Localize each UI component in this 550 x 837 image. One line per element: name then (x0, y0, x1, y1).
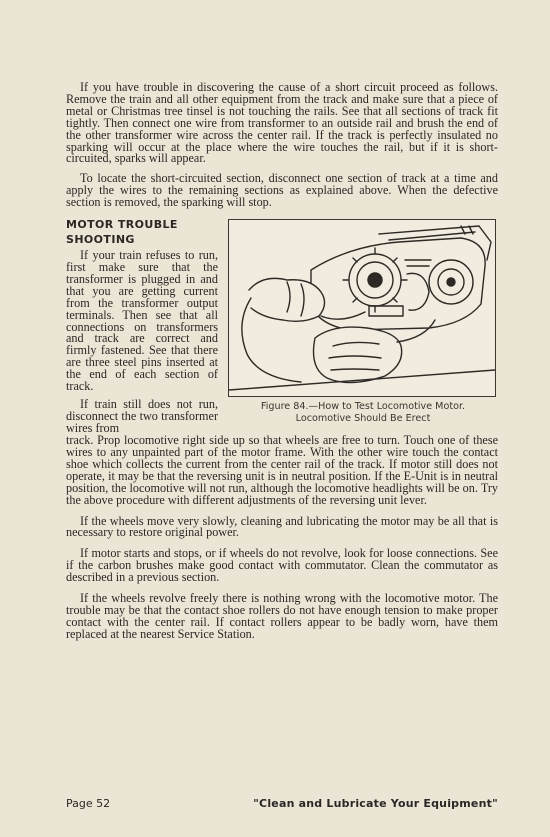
paragraph-still-not-run: If train still does not run, disconnect the two transformer wires from (66, 396, 218, 435)
page-content (66, 82, 498, 650)
figure-caption (228, 401, 498, 425)
paragraph-continuation: track. Prop locomotive right side up so that wheels are free to turn. Touch one of these wires to any unpainted part of the motor frame. With the other wire touch the contact shoe which collects the current from the center rail of the track. If motor still does not operate, it may be that the reversing unit is in neutral position. If the E-Unit is in neutral position, the locomotive will not run, although the locomotive headlights will be on. Try the above procedure with different adjustments of the reversing unit lever. (66, 433, 498, 507)
locomotive-motor-illustration (229, 220, 495, 396)
paragraph-starts-stops: If motor starts and stops, or if wheels do not revolve, look for loose connections. See if the carbon brushes make good contact with commutator. Clean the commutator as described in a previous section. (66, 546, 498, 585)
left-column (66, 217, 218, 441)
motor-section (66, 217, 498, 435)
paragraph-wheels-slow: If the wheels move very slowly, cleaning and lubricating the motor may be all that is necessary to restore original power. (66, 513, 498, 540)
paragraph-revolve-freely: If the wheels revolve freely there is nothing wrong with the locomotive motor. The trouble may be that the contact shoe rollers do not have enough tension to make proper contact with the center rail. If contact rollers appear to be badly worn, have them replaced at the nearest Service Station. (66, 591, 498, 641)
caption-line-2: Locomotive Should Be Erect (295, 413, 431, 425)
paragraph-refuses-to-run: If your train refuses to run, first make sure that the transformer is plugged in and that you are getting current from the transformer output terminals. Then see that all connections on transformers and track are correct and firmly fastened. See that there are three steel pins inserted at the end of each section of track. (66, 248, 218, 394)
caption-line-1: Figure 84.—How to Test Locomotive Motor. (260, 401, 466, 413)
section-heading: MOTOR TROUBLE SHOOTING (66, 218, 178, 247)
page-number: Page 52 (66, 797, 111, 810)
figure-84 (228, 219, 498, 425)
paragraph-short-circuit: If you have trouble in discovering the cause of a short circuit proceed as follows. Remove the train and all other equipment from the track and make sure that a piece of metal or Christmas tree tinsel is not touching the rails. See that all sections of track fit tightly. Then connect one wire from transformer to an outside rail and brush the end of the other transformer wire across the center rail. If the track is perfectly insulated no sparking will occur at the place where the wire touches the rail, but if it is short-circuited, sparks will appear. (66, 80, 498, 166)
footer-slogan: "Clean and Lubricate Your Equipment" (253, 797, 498, 810)
figure-frame (228, 219, 496, 397)
page-footer (66, 797, 498, 810)
paragraph-locate-section: To locate the short-circuited section, disconnect one section of track at a time and apply the wires to the remaining sections as explained above. When the defective section is removed, the sparking will stop. (66, 171, 498, 210)
